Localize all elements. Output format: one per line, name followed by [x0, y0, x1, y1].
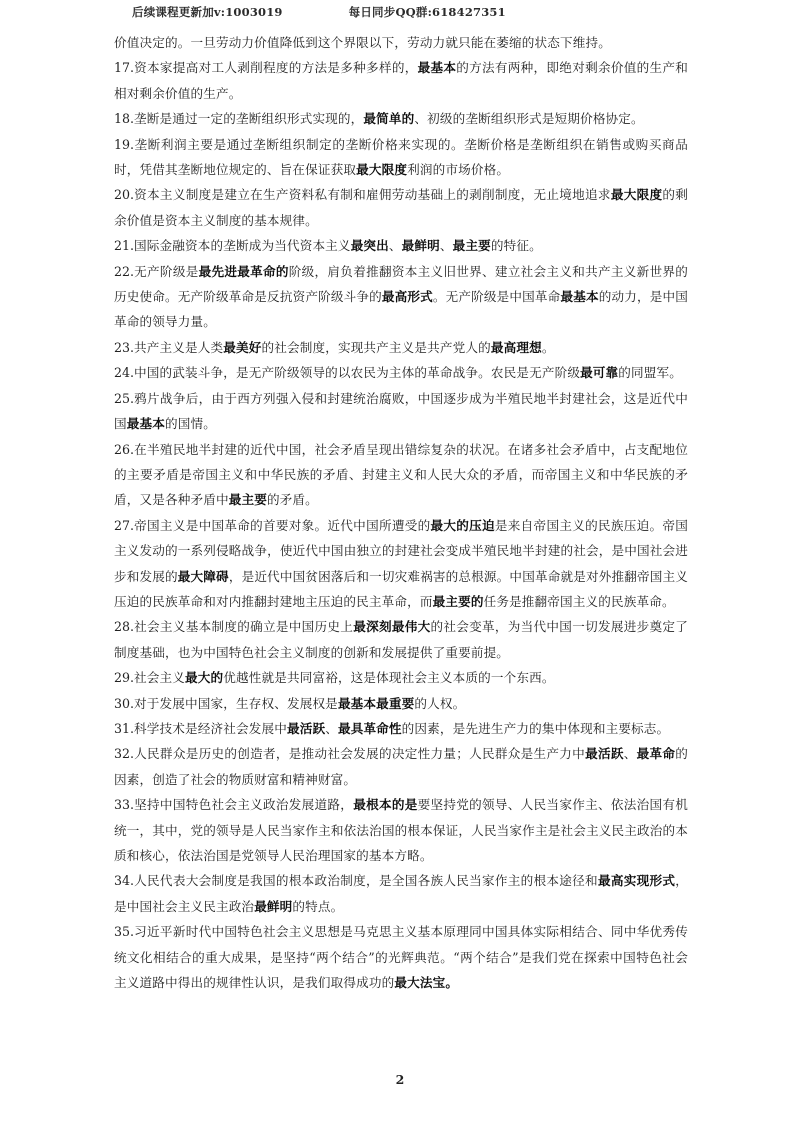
item-text: 在半殖民地半封建的近代中国，社会矛盾呈现出错综复杂的状况。在诸多社会矛盾中，占支配地位的主要矛盾是帝国主义和中华民族的矛盾、封建主义和人民大众的矛盾，而帝国主义和中华民族的矛盾，又是各种矛盾中最主要的矛盾。 — [114, 441, 688, 508]
item-number: 28. — [114, 619, 135, 635]
item-text: 国际金融资本的垄断成为当代资本主义最突出、最鲜明、最主要的特征。 — [134, 238, 542, 254]
item-number: 20. — [114, 187, 135, 203]
item-text: 人民代表大会制度是我国的根本政治制度，是全国各族人民当家作主的根本途径和最高实现形式，是中国社会主义民主政治最鲜明的特点。 — [114, 873, 688, 914]
numbered-item — [114, 233, 688, 258]
page-number: 2 — [395, 1072, 405, 1087]
numbered-item — [114, 919, 688, 995]
item-number: 17. — [114, 60, 135, 76]
item-text: 垄断利润主要是通过垄断组织制定的垄断价格来实现的。垄断价格是垄断组织在销售或购买商品时，凭借其垄断地位规定的、旨在保证获取最大限度利润的市场价格。 — [114, 136, 688, 178]
item-number: 29. — [114, 670, 135, 686]
item-text: 习近平新时代中国特色社会主义思想是马克思主义基本原理同中国具体实际相结合、同中华优秀传统文化相结合的重大成果，是坚持“两个结合”的光辉典范。“两个结合”是我们党在探索中国特色社会主义道路中得出的规律性认识，是我们取得成功的最大法宝。 — [114, 924, 688, 991]
lead-paragraph: 价值决定的。一旦劳动力价值降低到这个界限以下，劳动力就只能在萎缩的状态下维持。 — [114, 35, 612, 50]
item-text: 无产阶级是最先进最革命的阶级，肩负着推翻资本主义旧世界、建立社会主义和共产主义新世界的历史使命。无产阶级革命是反抗资产阶级斗争的最高形式。无产阶级是中国革命最基本的动力，是中国革命的领导力量。 — [114, 263, 689, 330]
numbered-item — [114, 335, 688, 360]
numbered-item — [114, 614, 688, 665]
item-text: 社会主义基本制度的确立是中国历史上最深刻最伟大的社会变革，为当代中国一切发展进步奠定了制度基础，也为中国特色社会主义制度的创新和发展提供了重要前提。 — [114, 619, 688, 660]
item-number: 23. — [114, 339, 135, 355]
item-text: 垄断是通过一定的垄断组织形式实现的，最简单的、初级的垄断组织形式是短期价格协定。 — [134, 111, 644, 127]
numbered-item — [114, 792, 688, 868]
item-text: 科学技术是经济社会发展中最活跃、最具革命性的因素，是先进生产力的集中体现和主要标志。 — [134, 720, 670, 736]
numbered-item — [114, 716, 688, 741]
numbered-item — [114, 691, 688, 716]
item-number: 35. — [114, 924, 135, 940]
numbered-item — [114, 437, 688, 513]
item-number: 22. — [114, 263, 135, 279]
item-text: 社会主义最大的优越性就是共同富裕，这是体现社会主义本质的一个东西。 — [134, 670, 555, 686]
numbered-item — [114, 868, 688, 919]
numbered-item — [114, 665, 688, 690]
item-number: 27. — [114, 517, 135, 533]
item-number: 24. — [114, 365, 135, 381]
item-text: 人民群众是历史的创造者，是推动社会发展的决定性力量；人民群众是生产力中最活跃、最革命的因素，创造了社会的物质财富和精神财富。 — [114, 746, 689, 787]
numbered-item — [114, 259, 688, 335]
numbered-item — [114, 182, 688, 233]
item-text: 资本主义制度是建立在生产资料私有制和雇佣劳动基础上的剥削制度，无止境地追求最大限度的剩余价值是资本主义制度的基本规律。 — [114, 187, 688, 228]
item-text: 资本家提高对工人剥削程度的方法是多种多样的，最基本的方法有两种，即绝对剩余价值的生产和相对剩余价值的生产。 — [114, 60, 688, 101]
header-update-channel: 后续课程更新加v:1003019 — [132, 5, 283, 19]
item-text: 中国的武装斗争，是无产阶级领导的以农民为主体的革命战争。农民是无产阶级最可靠的同盟军。 — [134, 365, 683, 381]
numbered-item — [114, 741, 688, 792]
item-number: 26. — [114, 441, 135, 457]
item-text: 对于发展中国家，生存权、发展权是最基本最重要的人权。 — [134, 695, 466, 711]
item-text: 共产主义是人类最美好的社会制度，实现共产主义是共产党人的最高理想。 — [134, 339, 555, 355]
item-number: 33. — [114, 797, 135, 813]
header-qq-group: 每日同步QQ群:618427351 — [348, 5, 506, 19]
document-body — [114, 30, 688, 995]
item-number: 21. — [114, 238, 135, 254]
item-text: 坚持中国特色社会主义政治发展道路，最根本的是要坚持党的领导、人民当家作主、依法治国有机统一，其中，党的领导是人民当家作主和依法治国的根本保证，人民当家作主是社会主义民主政治的本质和核心，依法治国是党领导人民治理国家的基本方略。 — [114, 797, 689, 863]
item-number: 32. — [114, 746, 135, 762]
numbered-item — [114, 513, 688, 615]
numbered-item — [114, 360, 688, 385]
item-text: 帝国主义是中国革命的首要对象。近代中国所遭受的最大的压迫是来自帝国主义的民族压迫。帝国主义发动的一系列侵略战争，使近代中国由独立的封建社会变成半殖民地半封建的社会，是中国社会进步和发展的最大障碍，是近代中国贫困落后和一切灾难祸害的总根源。中国革命就是对外推翻帝国主义压迫的民族革命和对内推翻封建地主压迫的民主革命，而最主要的任务是推翻帝国主义的民族革命。 — [114, 517, 689, 609]
numbered-item — [114, 132, 688, 183]
numbered-item-list — [114, 55, 688, 995]
item-number: 19. — [114, 136, 135, 152]
running-header — [114, 4, 686, 24]
numbered-item — [114, 386, 688, 437]
item-number: 34. — [114, 873, 135, 889]
numbered-item — [114, 55, 688, 106]
item-number: 25. — [114, 390, 135, 406]
item-number: 18. — [114, 111, 135, 127]
item-number: 31. — [114, 720, 135, 736]
numbered-item — [114, 106, 688, 131]
item-text: 鸦片战争后，由于西方列强入侵和封建统治腐败，中国逐步成为半殖民地半封建社会，这是近代中国最基本的国情。 — [114, 390, 688, 432]
item-number: 30. — [114, 695, 135, 711]
